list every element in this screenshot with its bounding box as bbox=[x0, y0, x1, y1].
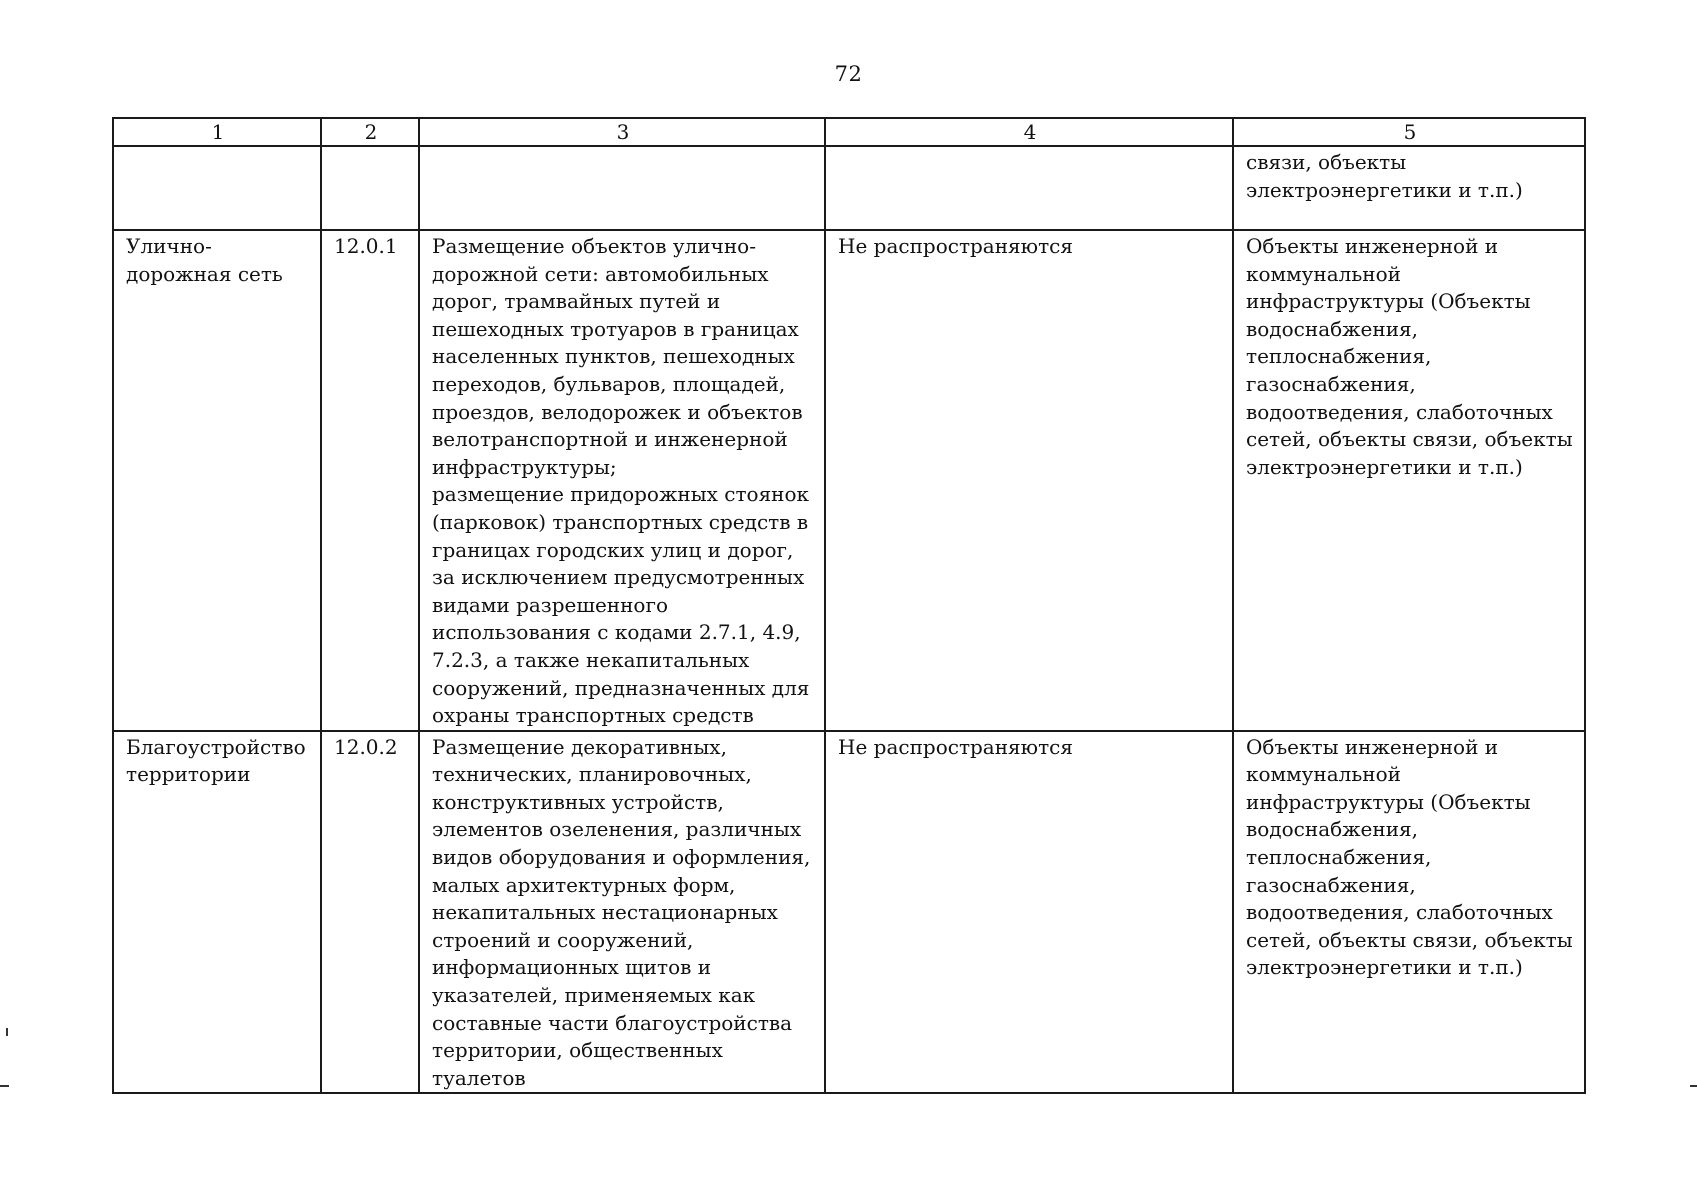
description-paragraph: Размещение объектов улично-дорожной сети: автомобильных дорог, трамвайных путей и пешеходных тротуаров в границах населенных пунктов, пешеходных переходов, бульваров, площадей, проездов, велодорожек и объектов велотранспортной и инженерной инфраструктуры; bbox=[432, 234, 803, 479]
scan-edge-mark bbox=[1690, 1085, 1697, 1087]
header-cell-1: 1 bbox=[113, 118, 321, 146]
description-paragraph: Размещение декоративных, технических, планировочных, конструктивных устройств, элементов озеленения, различных видов оборудования и оформления, малых архитектурных форм, некапитальных нестационарных строений и сооружений, информационных щитов и указателей, применяемых как составные части благоустройства территории, общественных туалетов bbox=[432, 734, 811, 1090]
use-type-description bbox=[419, 731, 825, 1094]
empty-cell bbox=[419, 146, 825, 230]
header-cell-2: 2 bbox=[321, 118, 419, 146]
use-type-name: Улично-дорожная сеть bbox=[113, 230, 321, 731]
restrictions-cell: Не распространяются bbox=[825, 731, 1233, 1094]
continuation-cell-5: связи, объекты электроэнергетики и т.п.) bbox=[1233, 146, 1585, 230]
empty-cell bbox=[321, 146, 419, 230]
infrastructure-cell: Объекты инженерной и коммунальной инфраструктуры (Объекты водоснабжения, теплоснабжения, газоснабжения, водоотведения, слаботочных сетей, объекты связи, объекты электроэнергетики и т.п.) bbox=[1233, 731, 1585, 1094]
header-cell-5: 5 bbox=[1233, 118, 1585, 146]
use-type-code: 12.0.1 bbox=[321, 230, 419, 731]
table-row bbox=[113, 731, 1585, 1094]
scan-edge-mark bbox=[6, 1028, 8, 1036]
header-cell-3: 3 bbox=[419, 118, 825, 146]
description-paragraph: размещение придорожных стоянок (парковок) транспортных средств в границах городских улиц и дорог, за исключением предусмотренных видами разрешенного использования с кодами 2.7.1, 4.9, 7.2.3, а также некапитальных сооружений, предназначенных для охраны транспортных средств bbox=[432, 482, 810, 728]
table-row bbox=[113, 230, 1585, 731]
empty-cell bbox=[113, 146, 321, 230]
continuation-row bbox=[113, 146, 1585, 230]
use-type-code: 12.0.2 bbox=[321, 731, 419, 1094]
use-type-description bbox=[419, 230, 825, 731]
header-cell-4: 4 bbox=[825, 118, 1233, 146]
empty-cell bbox=[825, 146, 1233, 230]
use-type-name: Благоустройство территории bbox=[113, 731, 321, 1094]
scan-edge-mark bbox=[0, 1085, 9, 1087]
restrictions-cell: Не распространяются bbox=[825, 230, 1233, 731]
infrastructure-cell: Объекты инженерной и коммунальной инфраструктуры (Объекты водоснабжения, теплоснабжения, газоснабжения, водоотведения, слаботочных сетей, объекты связи, объекты электроэнергетики и т.п.) bbox=[1233, 230, 1585, 731]
land-use-table bbox=[112, 117, 1586, 1094]
page-number: 72 bbox=[834, 62, 863, 86]
table-header-row bbox=[113, 118, 1585, 146]
